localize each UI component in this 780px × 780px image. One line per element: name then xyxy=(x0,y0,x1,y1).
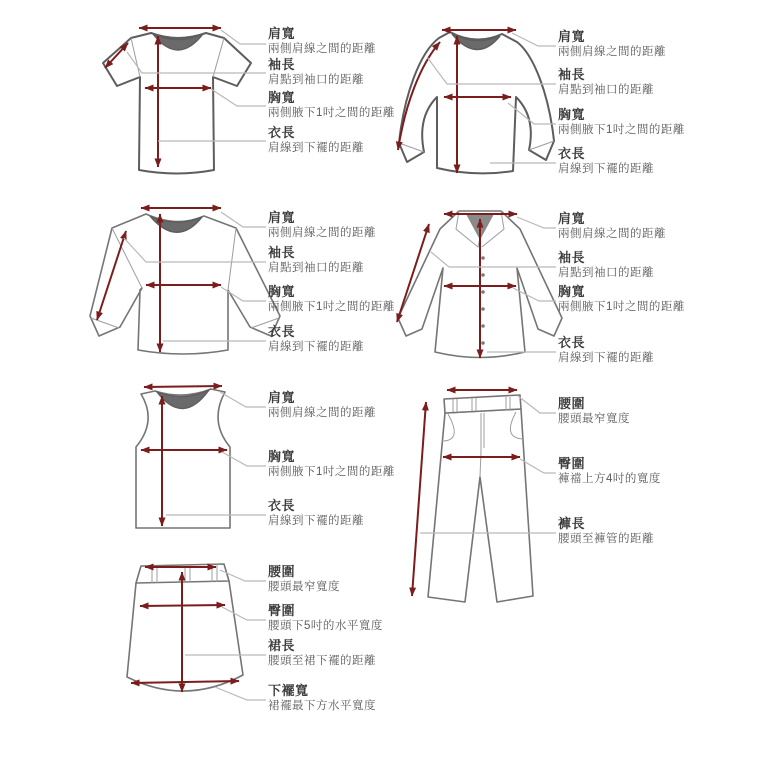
measure-label xyxy=(558,28,666,60)
measure-desc: 肩線到下襬的距離 xyxy=(558,352,654,364)
measure-term: 衣長 xyxy=(268,125,296,140)
measure-term: 袖長 xyxy=(558,250,586,265)
measure-label xyxy=(558,515,654,547)
measure-term: 肩寬 xyxy=(268,210,296,225)
measure-label xyxy=(268,682,376,714)
leader-line xyxy=(220,392,266,407)
measure-desc: 腰頭至褲管的距離 xyxy=(558,533,654,545)
measure-desc: 肩線到下襬的距離 xyxy=(268,341,364,353)
measure-term: 袖長 xyxy=(268,57,296,72)
measure-term: 胸寬 xyxy=(558,107,586,122)
measure-term: 腰圍 xyxy=(268,564,296,579)
measure-desc: 腰頭至裙下襬的距離 xyxy=(268,655,376,667)
measure-label xyxy=(558,145,654,177)
measure-desc: 腰頭最窄寬度 xyxy=(558,413,630,425)
t-shirt-drawing xyxy=(103,28,266,174)
measure-desc: 兩側肩線之間的距離 xyxy=(268,407,376,419)
measure-label xyxy=(268,244,364,276)
measure-desc: 腰頭最窄寬度 xyxy=(268,581,340,593)
button-shirt-drawing xyxy=(397,211,562,358)
measure-desc: 肩點到袖口的距離 xyxy=(558,267,654,279)
measure-label xyxy=(558,66,654,98)
skirt-drawing xyxy=(127,564,266,700)
measure-term: 肩寬 xyxy=(558,29,586,44)
measure-desc: 肩點到袖口的距離 xyxy=(268,74,364,86)
measure-label xyxy=(268,124,364,156)
shoulder-width-arrow xyxy=(144,386,222,387)
measure-label xyxy=(558,106,685,138)
sweater-drawing xyxy=(90,208,280,354)
measure-term: 衣長 xyxy=(558,335,586,350)
leader-line xyxy=(517,217,556,228)
measure-label xyxy=(268,323,364,355)
measure-label xyxy=(558,455,661,487)
pants-drawing xyxy=(412,390,556,602)
measure-label xyxy=(558,210,666,242)
measure-label xyxy=(268,602,383,634)
leader-line xyxy=(211,89,266,106)
measure-label xyxy=(558,283,685,315)
measure-desc: 兩側腋下1吋之間的距離 xyxy=(268,107,395,119)
measure-desc: 兩側腋下1吋之間的距離 xyxy=(558,124,685,136)
measure-term: 褲長 xyxy=(558,516,586,531)
leader-line xyxy=(215,687,266,700)
measure-term: 腰圍 xyxy=(558,396,586,411)
measure-label xyxy=(268,209,376,241)
measure-term: 裙長 xyxy=(268,638,296,653)
measure-term: 袖長 xyxy=(268,245,296,260)
measure-label xyxy=(558,395,630,427)
measure-label xyxy=(268,89,395,121)
measure-desc: 兩側腋下1吋之間的距離 xyxy=(268,466,395,478)
measure-term: 肩寬 xyxy=(268,390,296,405)
measure-label xyxy=(268,25,376,57)
measure-label xyxy=(268,563,340,595)
measure-label xyxy=(268,497,364,529)
vest-drawing xyxy=(136,386,266,528)
measure-desc: 兩側肩線之間的距離 xyxy=(268,43,376,55)
measure-desc: 兩側腋下1吋之間的距離 xyxy=(268,301,395,313)
measure-desc: 肩點到袖口的距離 xyxy=(558,84,654,96)
measure-desc: 肩線到下襬的距離 xyxy=(268,515,364,527)
measure-term: 胸寬 xyxy=(268,449,296,464)
long-sleeve-tee-drawing xyxy=(398,30,556,173)
measure-desc: 裙襬最下方水平寬度 xyxy=(268,700,376,712)
measure-desc: 肩線到下襬的距離 xyxy=(558,163,654,175)
measure-label xyxy=(268,283,395,315)
measure-desc: 兩側肩線之間的距離 xyxy=(268,227,376,239)
measure-term: 胸寬 xyxy=(558,284,586,299)
measure-label xyxy=(268,389,376,421)
measure-desc: 肩線到下襬的距離 xyxy=(268,142,364,154)
measure-label xyxy=(268,637,376,669)
measure-term: 袖長 xyxy=(558,67,586,82)
measure-label xyxy=(558,249,654,281)
measure-label xyxy=(558,334,654,366)
pants-length-arrow xyxy=(412,402,426,596)
measure-label xyxy=(268,56,364,88)
measure-desc: 兩側腋下1吋之間的距離 xyxy=(558,301,685,313)
measure-term: 下襬寬 xyxy=(268,683,309,698)
measure-term: 臀圍 xyxy=(268,603,296,618)
measure-desc: 褲襠上方4吋的寬度 xyxy=(558,473,661,485)
measure-desc: 兩側肩線之間的距離 xyxy=(558,228,666,240)
measure-desc: 兩側肩線之間的距離 xyxy=(558,46,666,58)
leader-line xyxy=(518,396,556,413)
measure-term: 肩寬 xyxy=(558,211,586,226)
measure-desc: 腰頭下5吋的水平寬度 xyxy=(268,620,383,632)
measure-term: 肩寬 xyxy=(268,26,296,41)
measure-desc: 肩點到袖口的距離 xyxy=(268,262,364,274)
measure-term: 胸寬 xyxy=(268,284,296,299)
measure-term: 臀圍 xyxy=(558,456,586,471)
measure-label xyxy=(268,448,395,480)
measure-term: 衣長 xyxy=(268,498,296,513)
measure-term: 胸寬 xyxy=(268,90,296,105)
measure-term: 衣長 xyxy=(558,146,586,161)
measure-term: 衣長 xyxy=(268,324,296,339)
